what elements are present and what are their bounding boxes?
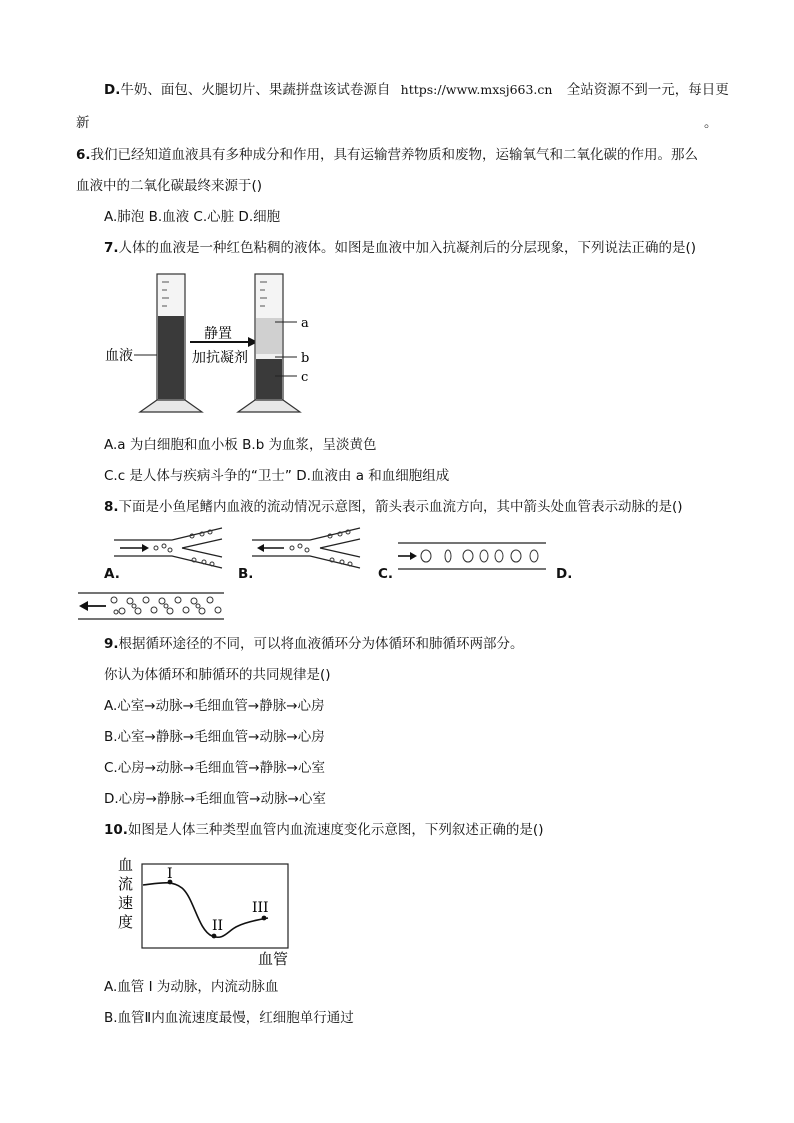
q8-label-b: B. <box>238 566 254 582</box>
velocity-curve <box>143 883 268 938</box>
label-ii: II <box>212 918 224 934</box>
q6-stem-line1 <box>76 145 698 165</box>
q7-options-line2: C.c 是人体与疾病斗争的“卫士” D.血液由 a 和血细胞组成 <box>104 468 450 484</box>
q9-option-b: B.心室→静脉→毛细血管→动脉→心房 <box>104 729 325 745</box>
watermark-url: https://www.mxsj663.cn <box>400 82 553 97</box>
label-i: I <box>167 866 173 882</box>
label-c: c <box>301 370 309 385</box>
q8-number: 8. <box>104 499 119 515</box>
layer-c <box>256 359 282 399</box>
q8-label-a: A. <box>104 566 120 582</box>
watermark-wrap: 新 <box>76 115 90 131</box>
q5-option-d <box>104 80 729 100</box>
arrow-right-icon <box>410 552 417 560</box>
q6-number: 6. <box>76 147 91 163</box>
q8-option-c-diagram <box>396 540 548 572</box>
q7-stem <box>104 238 696 258</box>
arrow-left-icon <box>257 544 264 552</box>
ylabel-char-1: 血 <box>118 856 134 874</box>
q6-stem-line2: 血液中的二氧化碳最终来源于() <box>76 178 263 194</box>
q7-stem-text: 人体的血液是一种红色粘稠的液体。如图是血液中加入抗凝剂后的分层现象，下列说法正确的是() <box>118 240 697 256</box>
q10-number: 10. <box>104 822 128 838</box>
arrow-right-icon <box>142 544 149 552</box>
q10-option-b: B.血管Ⅱ内血流速度最慢，红细胞单行通过 <box>104 1010 354 1026</box>
q8-option-a-diagram <box>112 526 230 570</box>
xlabel: 血管 <box>258 950 289 968</box>
q9-stem-line2: 你认为体循环和肺循环的共同规律是() <box>104 667 331 683</box>
q7-number: 7. <box>104 240 119 256</box>
q6-stem-text: 我们已经知道血液具有多种成分和作用，具有运输营养物质和废物，运输氧气和二氧化碳的作用。那么 <box>90 147 699 163</box>
ylabel-char-3: 速 <box>118 894 134 912</box>
label-blood: 血液 <box>105 348 133 364</box>
q9-option-c: C.心房→动脉→毛细血管→静脉→心室 <box>104 760 325 776</box>
q8-label-d: D. <box>556 566 573 582</box>
q9-stem-text: 根据循环途径的不同，可以将血液循环分为体循环和肺循环两部分。 <box>118 636 524 652</box>
point-ii <box>212 934 217 939</box>
q5-option-d-text: 牛奶、面包、火腿切片、果蔬拼盘该试卷源自 <box>120 82 391 98</box>
q7-figure-cylinders <box>100 266 330 416</box>
layer-a <box>256 318 282 354</box>
label-add-anticoagulant: 加抗凝剂 <box>192 350 248 366</box>
blood-fill <box>158 316 184 399</box>
q9-stem-line1 <box>104 634 524 654</box>
q9-option-d: D.心房→静脉→毛细血管→动脉→心室 <box>104 791 326 807</box>
end-mark: 。 <box>704 115 718 131</box>
watermark-tail: 全站资源不到一元，每日更 <box>566 82 729 98</box>
label-still: 静置 <box>204 326 232 342</box>
q7-options-line1: A.a 为白细胞和血小板 B.b 为血浆，呈淡黄色 <box>104 437 377 453</box>
ylabel-char-2: 流 <box>118 875 134 893</box>
label-a: a <box>301 316 309 331</box>
q8-stem <box>104 497 683 517</box>
q10-stem-text: 如图是人体三种类型血管内血流速度变化示意图，下列叙述正确的是() <box>127 822 544 838</box>
q5-option-d-prefix: D. <box>104 82 121 98</box>
q10-figure-velocity-curve <box>110 850 300 968</box>
q8-option-d-diagram <box>76 590 226 622</box>
ylabel-char-4: 度 <box>118 913 134 931</box>
q8-label-c: C. <box>378 566 394 582</box>
label-b: b <box>301 351 310 366</box>
q10-stem <box>104 820 543 840</box>
q6-options: A.肺泡 B.血液 C.心脏 D.细胞 <box>104 209 281 225</box>
q10-option-a: A.血管 I 为动脉，内流动脉血 <box>104 979 279 995</box>
arrow-left-icon <box>79 601 88 611</box>
q8-option-b-diagram <box>250 526 368 570</box>
q9-number: 9. <box>104 636 119 652</box>
q8-stem-text: 下面是小鱼尾鳍内血液的流动情况示意图，箭头表示血流方向，其中箭头处血管表示动脉的是() <box>118 499 683 515</box>
q9-option-a: A.心室→动脉→毛细血管→静脉→心房 <box>104 698 325 714</box>
point-iii <box>262 916 267 921</box>
label-iii: III <box>252 900 269 916</box>
